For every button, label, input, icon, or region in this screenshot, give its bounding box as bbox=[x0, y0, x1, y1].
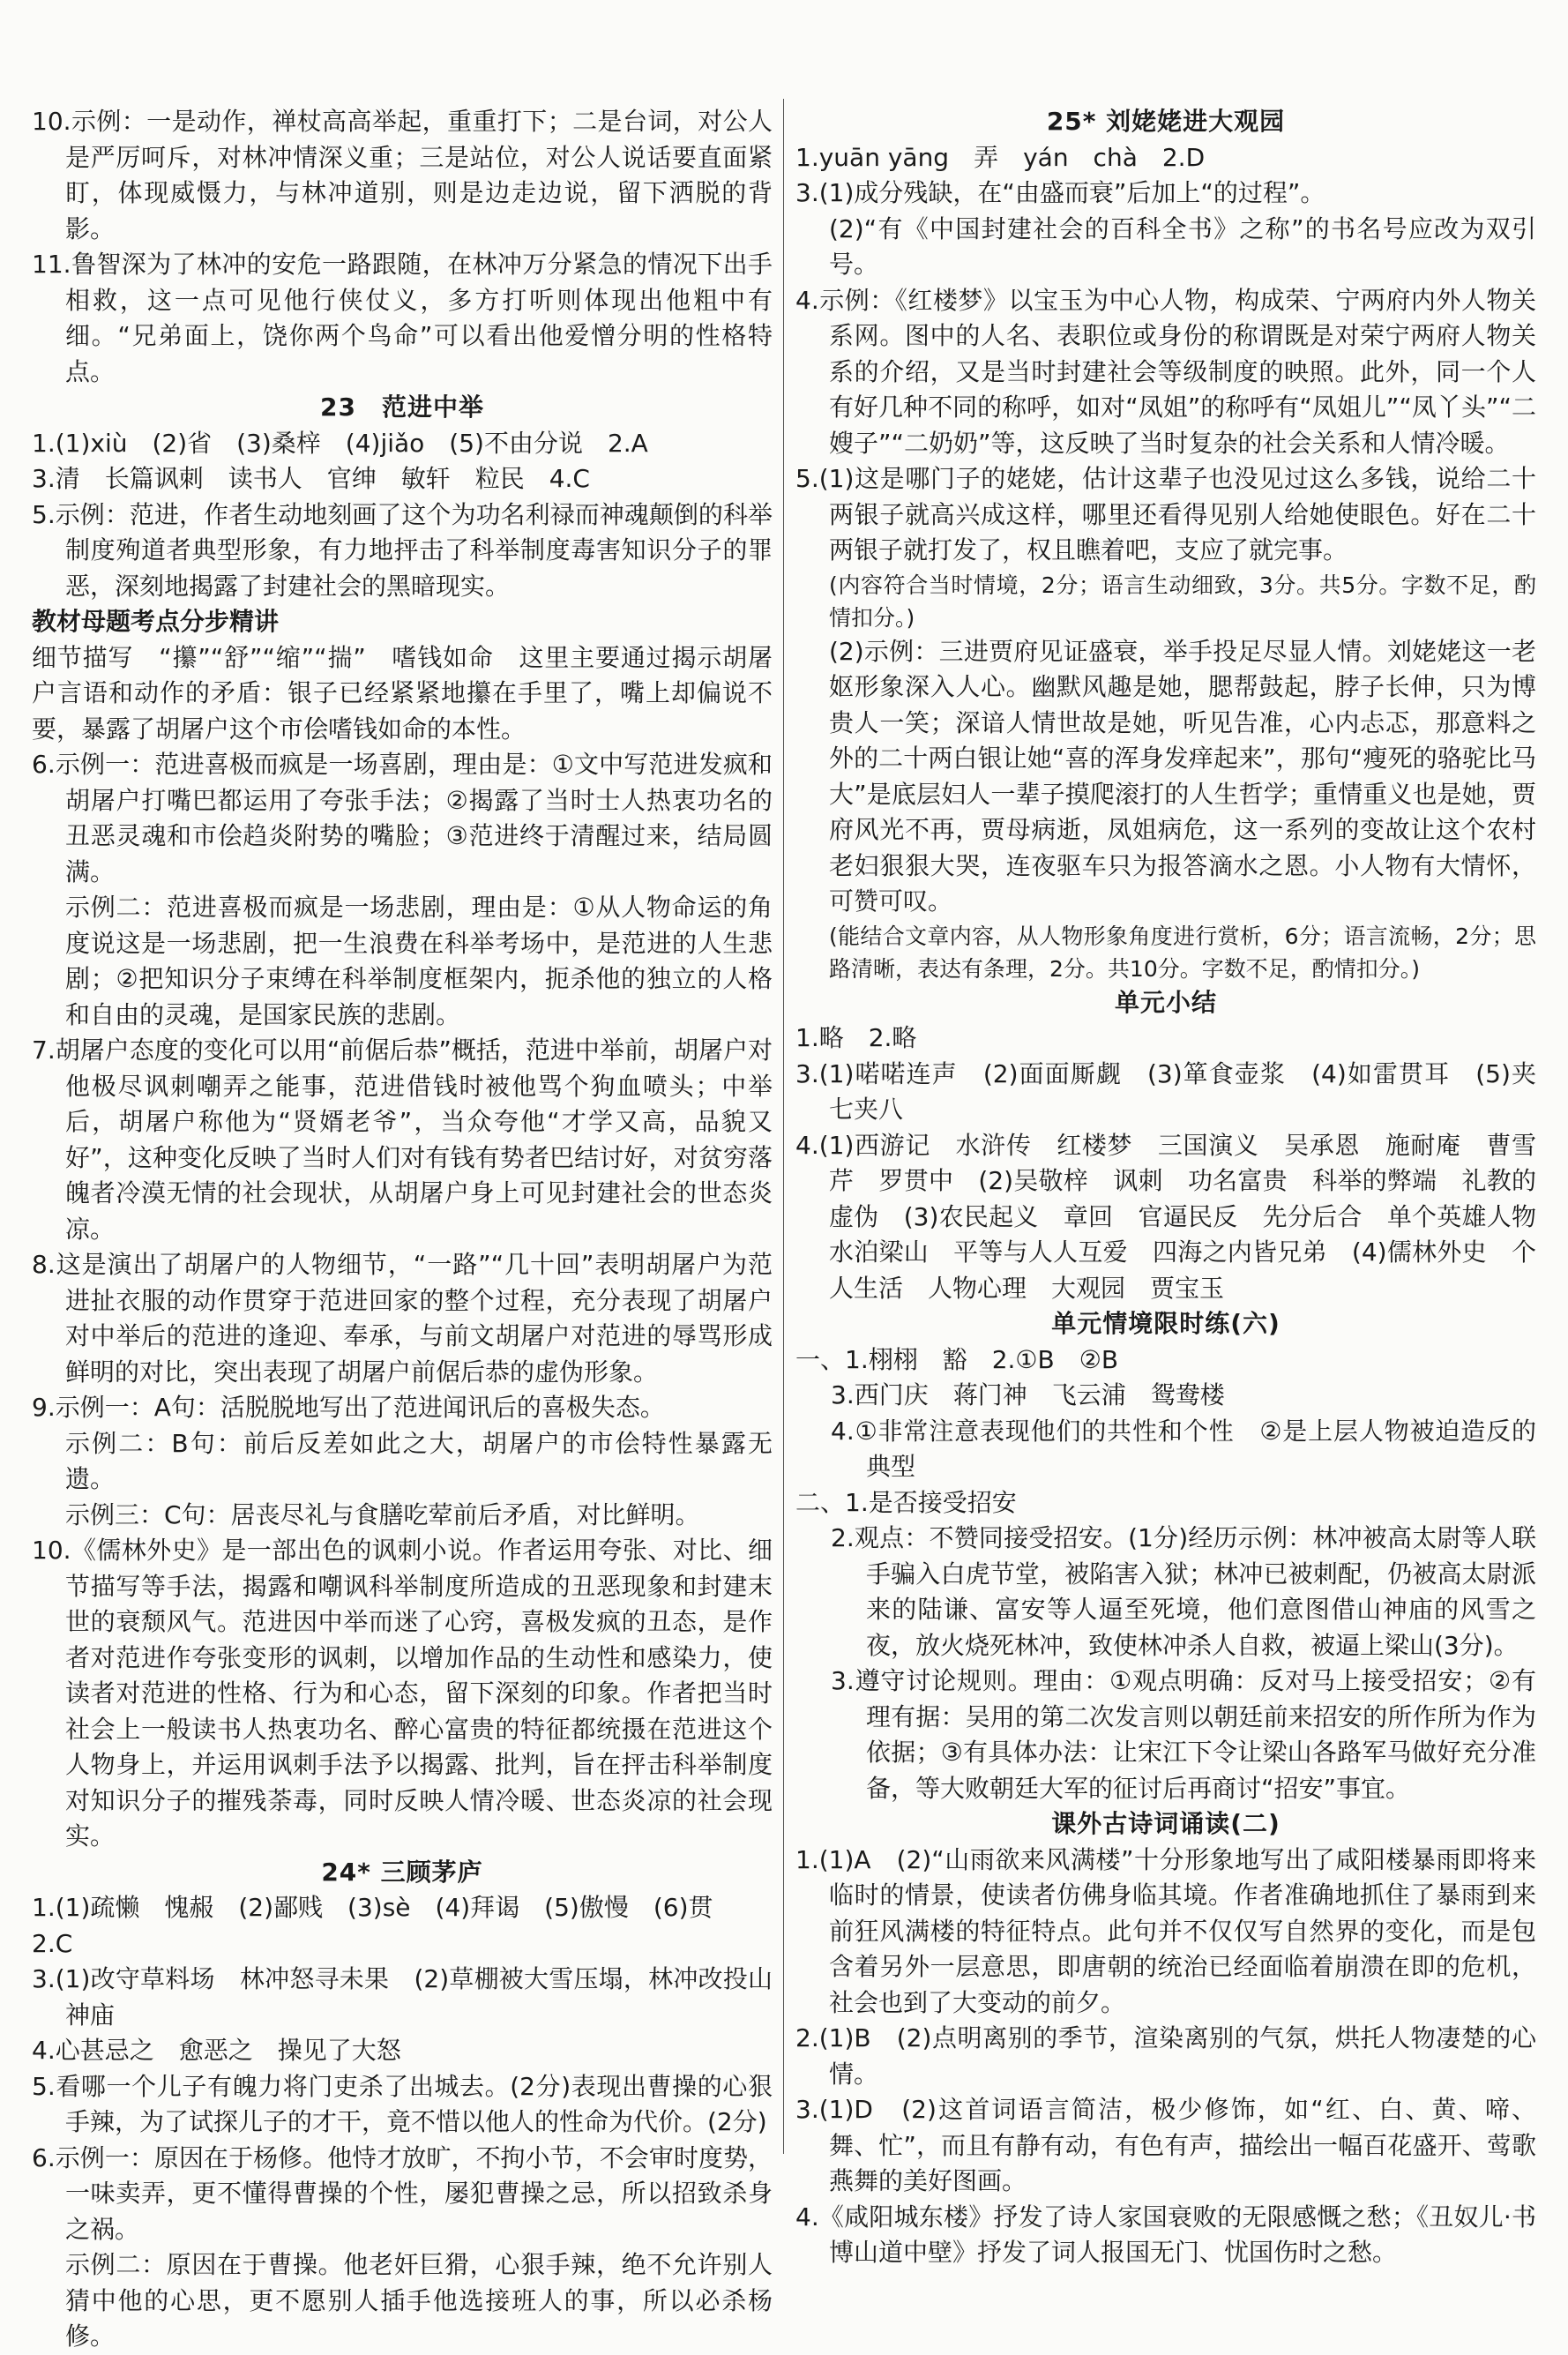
answer-paragraph: 细节描写 “攥”“舒”“缩”“揣” 嗜钱如命 这里主要通过揭示胡屠户言语和动作的矛盾：银子已经紧紧地攥在手里了，嘴上却偏说不要，暴露了胡屠户这个市侩嗜钱如命的本性。 bbox=[32, 642, 773, 744]
answer-item: 6.示例一：范进喜极而疯是一场喜剧，理由是：①文中写范进发疯和胡屠户打嘴巴都运用了夸张手法；②揭露了当时士人热衷功名的丑恶灵魂和市侩趋炎附势的嘴脸；③范进终于清醒过来，结局圆满。 bbox=[32, 750, 773, 886]
scoring-note: (能结合文章内容，从人物形象角度进行赏析，6分；语言流畅，2分；思路清晰，表达有条理，2分。共10分。字数不足，酌情扣分。) bbox=[829, 923, 1536, 982]
answer-item: 3.(1)改守草料场 林冲怒寻未果 (2)草棚被大雪压塌，林冲改投山神庙 bbox=[32, 1964, 773, 2030]
answer-item: 10.《儒林外史》是一部出色的讽刺小说。作者运用夸张、对比、细节描写等手法，揭露和嘲讽科举制度所造成的丑恶现象和封建末世的衰颓风气。范进因中举而迷了心窍，喜极发疯的丑态，是作者对范进作夸张变形的讽刺，以增加作品的生动性和感染力，使读者对范进的性格、行为和心态，留下深刻的印象。作者把当时社会上一般读书人热衷功名、醉心富贵的特征都统摄在范进这个人物身上，并运用讽刺手法予以揭露、批判，旨在抨击科举制度对知识分子的摧残荼毒，同时反映人情冷暖、世态炎凉的社会现实。 bbox=[32, 1536, 773, 1850]
answer-item: 2.C bbox=[32, 1928, 73, 1958]
answer-item: 6.示例一：原因在于杨修。他恃才放旷，不拘小节，不会审时度势，一味卖弄，更不懂得曹操的个性，屡犯曹操之忌，所以招致杀身之祸。 bbox=[32, 2142, 773, 2244]
answer-item: 1.(1)A (2)“山雨欲来风满楼”十分形象地写出了咸阳楼暴雨即将来临时的情景，使读者仿佛身临其境。作者准确地抓住了暴雨到来前狂风满楼的特征特点。此句并不仅仅写自然界的变化，而是包含着另外一层意思，即唐朝的统治已经面临着崩溃在即的危机，社会也到了大变动的前夕。 bbox=[795, 1844, 1536, 2017]
answer-continuation: 示例二：范进喜极而疯是一场悲剧，理由是：①从人物命运的角度说这是一场悲剧，把一生浪费在科举考场中，是范进的人生悲剧；②把知识分子束缚在科举制度框架内，扼杀他的独立的人格和自由的灵魂，是国家民族的悲剧。 bbox=[65, 893, 773, 1029]
answer-subitem: 3.遵守讨论规则。理由：①观点明确：反对马上接受招安；②有理有据：吴用的第二次发言则以朝廷前来招安的所作所为作为依据；③有具体办法：让宋江下令让梁山各路军马做好充分准备，等大败朝廷大军的征讨后再商讨“招安”事宜。 bbox=[831, 1666, 1536, 1803]
answer-item: 5.示例：范进，作者生动地刻画了这个为功名利禄而神魂颠倒的科举制度殉道者典型形象，有力地抨击了科举制度毒害知识分子的罪恶，深刻地揭露了封建社会的黑暗现实。 bbox=[32, 499, 773, 601]
answer-item: 8.这是演出了胡屠户的人物细节，“一路”“几十回”表明胡屠户为范进扯衣服的动作贯穿于范进回家的整个过程，充分表现了胡屠户对中举后的范进的逢迎、奉承，与前文胡屠户对范进的辱骂形成鲜明的对比，突出表现了胡屠户前倨后恭的虚伪形象。 bbox=[32, 1250, 773, 1387]
answer-item: 4.《咸阳城东楼》抒发了诗人家国衰败的无限感慨之愁；《丑奴儿·书博山道中壁》抒发了词人报国无门、忧国伤时之愁。 bbox=[795, 2202, 1536, 2267]
answer-item: 1.yuān yāng 弄 yán chà 2.D bbox=[795, 142, 1206, 172]
subsection-heading: 教材母题考点分步精讲 bbox=[32, 607, 280, 636]
answer-subitem: 2.观点：不赞同接受招安。(1分)经历示例：林冲被高太尉等人联手骗入白虎节堂，被陷害入狱；林冲已被刺配，仍被高太尉派来的陆谦、富安等人逼至死境，他们意图借山神庙的风雪之夜，放火烧死林冲，致使林冲杀人自救，被逼上梁山(3分)。 bbox=[831, 1523, 1536, 1660]
section-heading: 23 范进中举 bbox=[320, 392, 484, 422]
answer-continuation: 示例三：C句：居丧尽礼与食膳吃荤前后矛盾，对比鲜明。 bbox=[65, 1499, 700, 1529]
answer-item: 5.(1)这是哪门子的姥姥，估计这辈子也没见过这么多钱，说给二十两银子就高兴成这样，哪里还看得见别人给她使眼色。好在二十两银子就打发了，权且瞧着吧，支应了就完事。 bbox=[795, 464, 1536, 564]
answer-subitem: 3.西门庆 蒋门神 飞云浦 鸳鸯楼 bbox=[831, 1380, 1225, 1409]
answer-subitem: 4.①非常注意表现他们的共性和个性 ②是上层人物被迫造反的典型 bbox=[831, 1416, 1536, 1481]
answer-item: 2.(1)B (2)点明离别的季节，渲染离别的气氛，烘托人物凄楚的心情。 bbox=[795, 2023, 1536, 2089]
section-heading: 课外古诗词诵读(二) bbox=[1051, 1809, 1281, 1838]
answer-item: 1.(1)xiù (2)省 (3)桑梓 (4)jiǎo (5)不由分说 2.A bbox=[32, 428, 648, 458]
section-heading: 单元小结 bbox=[1114, 987, 1217, 1017]
answer-continuation: 示例二：原因在于曹操。他老奸巨猾，心狠手辣，绝不允许别人猜中他的心思，更不愿别人插手他选接班人的事，所以必杀杨修。 bbox=[65, 2250, 773, 2351]
answer-item: 5.看哪一个儿子有魄力将门吏杀了出城去。(2分)表现出曹操的心狠手辣，为了试探儿子的才干，竟不惜以他人的性命为代价。(2分) bbox=[32, 2071, 773, 2136]
column-divider bbox=[783, 99, 784, 2154]
answer-continuation: 示例二：B句：前后反差如此之大，胡屠户的市侩特性暴露无遗。 bbox=[65, 1428, 773, 1493]
answer-item: 3.清 长篇讽刺 读书人 官绅 敏轩 粒民 4.C bbox=[32, 464, 590, 493]
section-heading: 单元情境限时练(六) bbox=[1051, 1309, 1281, 1338]
answer-item: 11.鲁智深为了林冲的安危一路跟随，在林冲万分紧急的情况下出手相救，这一点可见他行侠仗义，多方打听则体现出他粗中有细。“兄弟面上，饶你两个鸟命”可以看出他爱憎分明的性格特点。 bbox=[32, 250, 773, 386]
answer-item: 4.心甚忌之 愈恶之 操见了大怒 bbox=[32, 2036, 401, 2065]
answer-item: 一、1.栩栩 豁 2.①B ②B bbox=[795, 1344, 1119, 1374]
answer-item: 二、1.是否接受招安 bbox=[795, 1487, 1017, 1517]
answer-item: 1.略 2.略 bbox=[795, 1023, 917, 1052]
answer-continuation: (2)示例：三进贾府见证盛衰，举手投足尽显人情。刘姥姥这一老妪形象深入人心。幽默风趣是她，腮帮鼓起，脖子长伸，只为博贵人一笑；深谙人情世故是她，听见告准，心内忐忑，那意料之外的二十两白银让她“喜的浑身发痒起来”，那句“瘦死的骆驼比马大”是底层妇人一辈子摸爬滚打的人生哲学；重情重义也是她，贾府风光不再，贾母病逝，凤姐病危，这一系列的变故让这个农村老妇狠狠大哭，连夜驱车只为报答滴水之恩。小人物有大情怀，可赞可叹。 bbox=[829, 636, 1536, 916]
answer-continuation: (2)“有《中国封建社会的百科全书》之称”的书名号应改为双引号。 bbox=[829, 213, 1536, 279]
answer-item: 3.(1)D (2)这首词语言简洁，极少修饰，如“红、白、黄、啼、舞、忙”，而且有静有动，有色有声，描绘出一幅百花盛开、莺歌燕舞的美好图画。 bbox=[795, 2095, 1536, 2195]
answer-item: 3.(1)喏喏连声 (2)面面厮觑 (3)箪食壶浆 (4)如雷贯耳 (5)夹七夹八 bbox=[795, 1058, 1536, 1124]
answer-item: 9.示例一：A句：活脱脱地写出了范进闻讯后的喜极失态。 bbox=[32, 1393, 665, 1422]
right-column bbox=[795, 104, 1562, 2271]
section-heading: 25* 刘姥姥进大观园 bbox=[1046, 107, 1286, 136]
answer-item: 4.示例：《红楼梦》以宝玉为中心人物，构成荣、宁两府内外人物关系网。图中的人名、表职位或身份的称谓既是对荣宁两府人物关系的介绍，又是当时封建社会等级制度的映照。此外，同一个人有好几种不同的称呼，如对“凤姐”的称呼有“凤姐儿”“凤丫头”“二嫂子”“二奶奶”等，这反映了当时复杂的社会关系和人情冷暖。 bbox=[795, 285, 1536, 458]
answer-item: 3.(1)成分残缺，在“由盛而衰”后加上“的过程”。 bbox=[795, 178, 1325, 207]
answer-item: 4.(1)西游记 水浒传 红楼梦 三国演义 吴承恩 施耐庵 曹雪芹 罗贯中 (2)吴敬梓 讽刺 功名富贵 科举的弊端 礼教的虚伪 (3)农民起义 章回 官逼民反 先分后合 单个英雄人物 水泊梁山 平等与人人互爱 四海之内皆兄弟 (4)儒林外史 个人生活 人物心理 大观园 贾宝玉 bbox=[795, 1130, 1562, 1303]
scoring-note: (内容符合当时情境，2分；语言生动细致，3分。共5分。字数不足，酌情扣分。) bbox=[829, 572, 1536, 631]
answer-item: 1.(1)疏懒 愧赧 (2)鄙贱 (3)sè (4)拜谒 (5)傲慢 (6)贯 bbox=[32, 1893, 713, 1922]
left-column bbox=[32, 104, 773, 2355]
answer-item: 7.胡屠户态度的变化可以用“前倨后恭”概括，范进中举前，胡屠户对他极尽讽刺嘲弄之能事，范进借钱时被他骂个狗血喷头；中举后，胡屠户称他为“贤婿老爷”，当众夸他“才学又高，品貌又好”，这种变化反映了当时人们对有钱有势者巴结讨好，对贫穷落魄者冷漠无情的社会现状，从胡屠户身上可见封建社会的世态炎凉。 bbox=[32, 1035, 773, 1244]
section-heading: 24* 三顾茅庐 bbox=[321, 1857, 483, 1887]
answer-item: 10.示例：一是动作，禅杖高高举起，重重打下；二是台词，对公人是严厉呵斥，对林冲情深义重；三是站位，对公人说话要直面紧盯，体现威慑力，与林冲道别，则是边走边说，留下洒脱的背影。 bbox=[32, 107, 773, 243]
